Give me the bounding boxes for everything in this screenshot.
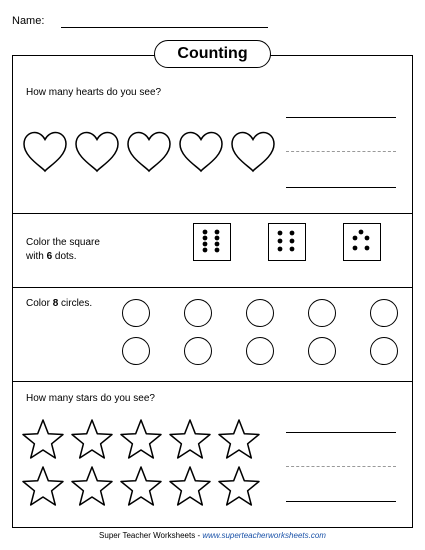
section-divider: [12, 287, 413, 288]
section-divider: [12, 213, 413, 214]
die-dot: [278, 231, 283, 236]
heart-icon: [128, 133, 170, 172]
footer-brand: Super Teacher Worksheets -: [99, 531, 203, 540]
die-dot: [203, 242, 208, 247]
colorable-circle[interactable]: [184, 299, 212, 327]
colorable-circle[interactable]: [308, 299, 336, 327]
answer-guide-line: [286, 151, 396, 152]
answer-guide-line: [286, 466, 396, 467]
die-dot: [290, 247, 295, 252]
star-icon: [219, 420, 259, 458]
die-dot: [278, 239, 283, 244]
die-dot: [203, 236, 208, 241]
name-write-line[interactable]: [61, 27, 268, 28]
circles-instruction: [26, 297, 92, 311]
die-dot: [353, 246, 358, 251]
stars-grid: [22, 419, 272, 509]
answer-line[interactable]: [286, 117, 396, 118]
star-icon: [23, 420, 63, 458]
stars-question: How many stars do you see?: [26, 393, 155, 404]
die-dot: [353, 236, 358, 241]
die-square-1[interactable]: [193, 223, 231, 261]
star-icon: [121, 420, 161, 458]
die-dot: [203, 248, 208, 253]
answer-line[interactable]: [286, 432, 396, 433]
die-square-3[interactable]: [343, 223, 381, 261]
circles-grid: [122, 299, 402, 369]
dice-instruction-line2: [26, 250, 100, 264]
name-label: Name:: [12, 15, 45, 27]
die-square-2[interactable]: [268, 223, 306, 261]
die-dot: [290, 239, 295, 244]
star-icon: [219, 467, 259, 505]
dice-instruction: [26, 236, 100, 264]
heart-icon: [76, 133, 118, 172]
die-dot: [359, 230, 364, 235]
heart-icon: [24, 133, 66, 172]
answer-line[interactable]: [286, 501, 396, 502]
dice-instruction-with: with: [26, 251, 47, 262]
heart-icon: [232, 133, 274, 172]
circles-instruction-post: circles.: [58, 298, 93, 309]
die-dot: [365, 236, 370, 241]
dice-instruction-post: dots.: [52, 251, 77, 262]
colorable-circle[interactable]: [122, 337, 150, 365]
die-dot: [203, 230, 208, 235]
die-dot: [215, 242, 220, 247]
hearts-question: How many hearts do you see?: [26, 87, 162, 98]
die-dot: [278, 247, 283, 252]
dice-target-number: 6: [46, 251, 53, 262]
die-dot: [215, 236, 220, 241]
footer-credit: [0, 531, 425, 540]
star-icon: [170, 467, 210, 505]
star-icon: [170, 420, 210, 458]
colorable-circle[interactable]: [184, 337, 212, 365]
star-icon: [72, 420, 112, 458]
heart-icon: [180, 133, 222, 172]
die-dot: [365, 246, 370, 251]
dice-instruction-line1: Color the square: [26, 237, 100, 248]
star-icon: [121, 467, 161, 505]
footer-url-link[interactable]: www.superteacherworksheets.com: [202, 531, 326, 540]
die-dot: [290, 231, 295, 236]
star-icon: [72, 467, 112, 505]
circles-target-number: 8: [52, 298, 59, 309]
worksheet-title: Counting: [154, 40, 271, 68]
die-dot: [215, 230, 220, 235]
colorable-circle[interactable]: [246, 337, 274, 365]
colorable-circle[interactable]: [370, 337, 398, 365]
colorable-circle[interactable]: [122, 299, 150, 327]
die-dot: [215, 248, 220, 253]
star-icon: [23, 467, 63, 505]
section-divider: [12, 381, 413, 382]
answer-line[interactable]: [286, 187, 396, 188]
colorable-circle[interactable]: [308, 337, 336, 365]
hearts-row: [20, 129, 280, 174]
colorable-circle[interactable]: [246, 299, 274, 327]
colorable-circle[interactable]: [370, 299, 398, 327]
circles-instruction-pre: Color: [26, 298, 53, 309]
